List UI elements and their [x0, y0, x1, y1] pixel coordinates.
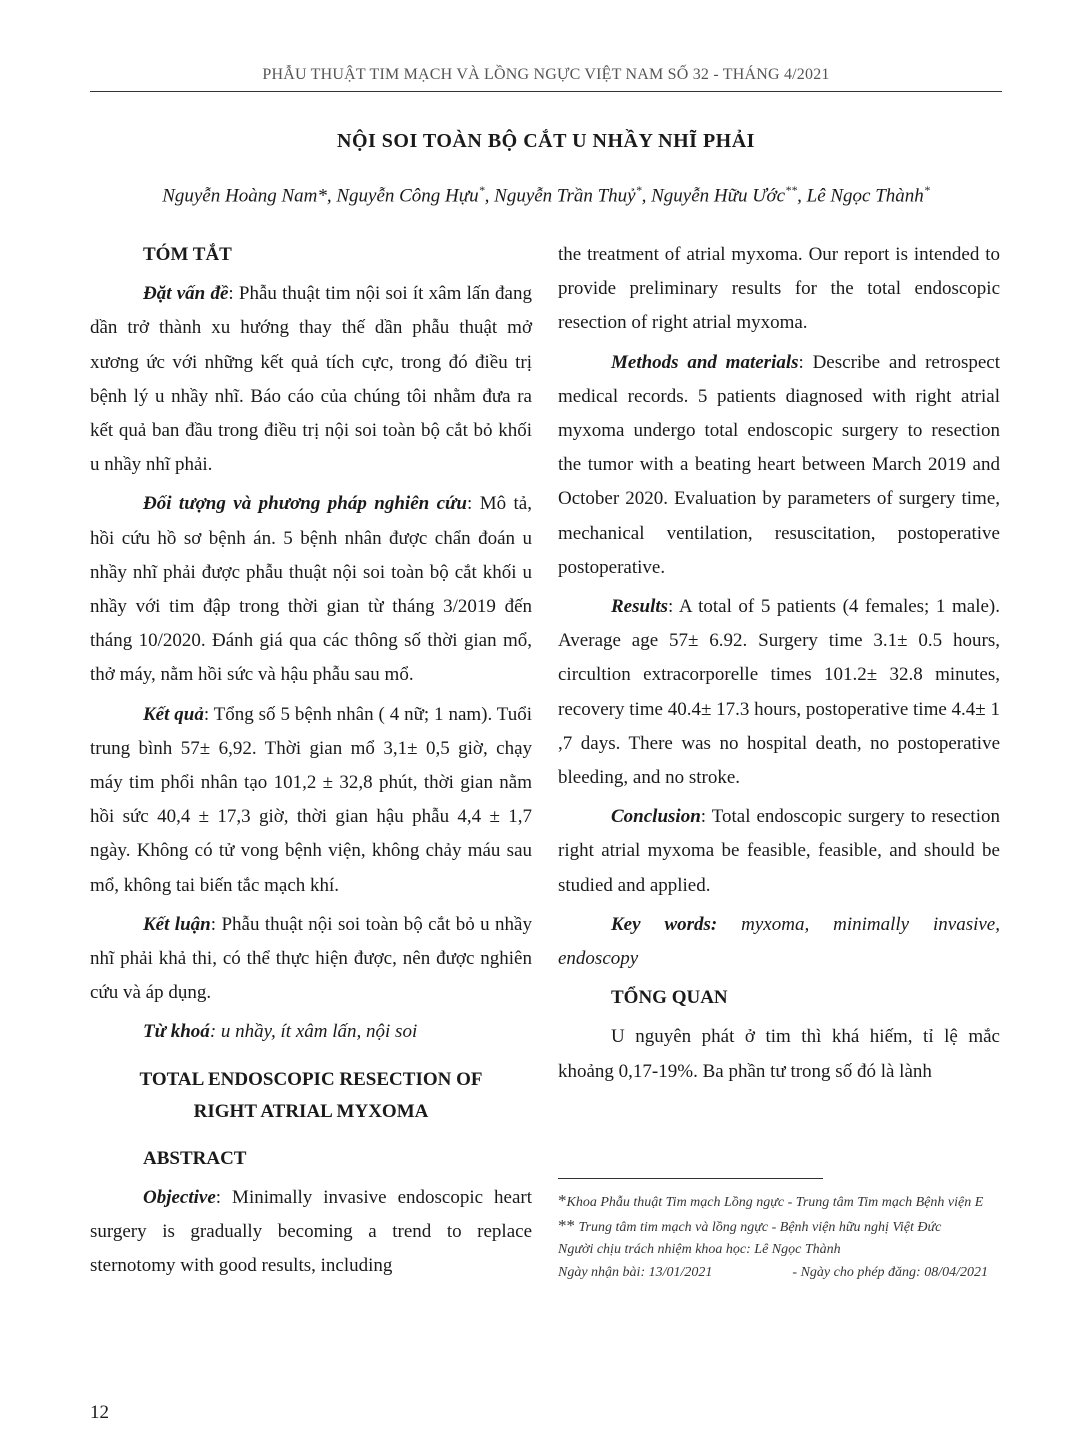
- vn-abstract-heading: TÓM TẮT: [143, 244, 232, 265]
- en-objective-paragraph: [90, 1181, 532, 1284]
- section-label: Kết luận: [143, 913, 211, 935]
- en-objective-continued: the treatment of atrial myxoma. Our report is intended to provide preliminary results for the total endoscopic resection of right atrial myxoma.: [558, 244, 1000, 334]
- section-label: Từ khoá: [143, 1021, 210, 1043]
- submission-dates: [558, 1262, 988, 1285]
- affiliation-mark: **: [785, 183, 798, 197]
- paragraph-text: : Phẫu thuật nội soi toàn bộ cắt bỏ u nhầy nhĩ phải khả thi, có thể thực hiện được, nên được nghiên cứu và áp dụng.: [90, 913, 532, 1004]
- footnotes: [558, 1190, 1000, 1284]
- header-rule: [90, 91, 1002, 92]
- section-label: Key words:: [611, 913, 718, 935]
- footnote-mark: *: [558, 1191, 567, 1210]
- paragraph-text: : Tổng số 5 bệnh nhân ( 4 nữ; 1 nam). Tuổi trung bình 57± 6,92. Thời gian mổ 3,1± 0,5 giờ, chạy máy tim phổi nhân tạo 101,2 ± 32,8 phút, thời gian nằm hồi sức 40,4 ± 17,3 giờ, thời gian hậu phẫu 4,4 ± 1,7 ngày. Không có tử vong bệnh viện, không chảy máu sau mổ, không tai biến tắc mạch khí.: [90, 703, 532, 896]
- vn-background-paragraph: [90, 277, 532, 482]
- affiliation-mark: *: [923, 183, 930, 197]
- paragraph-text: : A total of 5 patients (4 females; 1 male). Average age 57± 6.92. Surgery time 3.1± 0.5 hours, circultion extracorporelle times 101.2± 32.8 minutes, recovery time 40.4± 17.3 hours, postoperative time 4.4± 1 ,7 days. There was no hospital death, no postoperative bleeding, and no stroke.: [558, 596, 1000, 789]
- overview-paragraph: U nguyên phát ở tim thì khá hiếm, tỉ lệ mắc khoảng 0,17-19%. Ba phần tư trong số đó là lành: [558, 1026, 1000, 1082]
- en-keywords-paragraph: [558, 908, 1000, 976]
- section-label: Conclusion: [611, 806, 701, 828]
- footnote-text: Khoa Phẫu thuật Tim mạch Lồng ngực - Trung tâm Tim mạch Bệnh viện E: [566, 1195, 984, 1210]
- paragraph-text: : Phẫu thuật tim nội soi ít xâm lấn đang dần trở thành xu hướng thay thế dần phẫu thuật mở xương ức với những kết quả tích cực, trong đó điều trị bệnh lý u nhầy nhĩ. Báo cáo của chúng tôi nhằm đưa ra kết quả ban đầu trong điều trị nội soi toàn bộ cắt bỏ khối u nhầy nhĩ phải.: [90, 283, 532, 476]
- responsible-author: Người chịu trách nhiệm khoa học: Lê Ngọc Thành: [558, 1242, 841, 1257]
- vn-results-paragraph: [90, 698, 532, 903]
- english-title-line: RIGHT ATRIAL MYXOMA: [193, 1100, 429, 1122]
- author-name: Lê Ngọc Thành: [806, 185, 924, 207]
- accepted-date: - Ngày cho phép đăng: 08/04/2021: [792, 1264, 988, 1280]
- page-number: 12: [90, 1402, 109, 1423]
- left-column: [90, 238, 532, 1288]
- english-title: [90, 1064, 532, 1128]
- section-label: Đặt vấn đề: [143, 283, 229, 305]
- en-conclusion-paragraph: [558, 800, 1000, 903]
- footnote-rule: [558, 1178, 823, 1179]
- author-name: Nguyễn Trần Thuỷ: [494, 185, 636, 207]
- author-name: Nguyễn Công Hựu: [336, 185, 479, 207]
- footnote: [558, 1190, 1000, 1215]
- footnote-text: Trung tâm tim mạch và lồng ngực - Bệnh viện hữu nghị Việt Đức: [575, 1219, 942, 1235]
- author-name: Nguyễn Hữu Ước: [651, 185, 786, 207]
- vn-keywords-paragraph: [90, 1015, 532, 1049]
- en-abstract-heading: ABSTRACT: [143, 1147, 247, 1169]
- keywords-text: : u nhầy, ít xâm lấn, nội soi: [209, 1021, 418, 1043]
- overview-heading: TỔNG QUAN: [611, 987, 728, 1009]
- section-label: Objective: [143, 1186, 216, 1208]
- en-methods-paragraph: [558, 346, 1000, 585]
- paragraph-text: : Minimally invasive endoscopic heart surgery is gradually becoming a trend to replace sternotomy with good results, including: [90, 1186, 532, 1277]
- section-label: Results: [611, 596, 669, 618]
- paragraph-text: : Describe and retrospect medical records. 5 patients diagnosed with right atrial myxoma undergo total endoscopic surgery to resection the tumor with a beating heart between March 2019 and October 2020. Evaluation by parameters of surgery time, mechanical ventilation, resuscitation, postoperative postoperative.: [558, 351, 1000, 578]
- section-label: Methods and materials: [611, 351, 799, 373]
- paper-title: NỘI SOI TOÀN BỘ CẮT U NHẦY NHĨ PHẢI: [337, 130, 755, 152]
- vn-methods-paragraph: [90, 487, 532, 692]
- english-title-line: TOTAL ENDOSCOPIC RESECTION OF: [139, 1068, 483, 1090]
- affiliation-mark: *: [478, 183, 485, 197]
- section-label: Đối tượng và phương pháp nghiên cứu: [143, 493, 467, 515]
- footnote: [558, 1215, 1000, 1240]
- affiliation-mark: *: [635, 183, 642, 197]
- en-results-paragraph: [558, 590, 1000, 795]
- keywords-text: myxoma, minimally invasive, endoscopy: [558, 913, 1000, 970]
- section-label: Kết quả: [143, 703, 204, 725]
- right-column: [558, 238, 1000, 1094]
- author-name: Nguyễn Hoàng Nam*: [162, 185, 327, 207]
- running-header: PHẪU THUẬT TIM MẠCH VÀ LỒNG NGỰC VIỆT NAM SỐ 32 - THÁNG 4/2021: [262, 66, 830, 83]
- footnote-mark: **: [558, 1215, 575, 1235]
- paragraph-text: : Mô tả, hồi cứu hồ sơ bệnh án. 5 bệnh nhân được chẩn đoán u nhầy nhĩ phải được phẫu thuật nội soi toàn bộ cắt khối u nhầy với tim đập trong thời gian từ tháng 3/2019 đến tháng 10/2020. Đánh giá qua các thông số thời gian mổ, thở máy, nằm hồi sức và hậu phẫu sau mổ.: [90, 493, 532, 686]
- author-list: Nguyễn Hoàng Nam*, Nguyễn Công Hựu*, Nguyễn Trần Thuỷ*, Nguyễn Hữu Ước**, Lê Ngọc Thành*: [162, 183, 930, 207]
- vn-conclusion-paragraph: [90, 908, 532, 1011]
- received-date: Ngày nhận bài: 13/01/2021: [558, 1264, 713, 1280]
- paragraph-text: : Total endoscopic surgery to resection right atrial myxoma be feasible, feasible, and should be studied and applied.: [558, 806, 1000, 896]
